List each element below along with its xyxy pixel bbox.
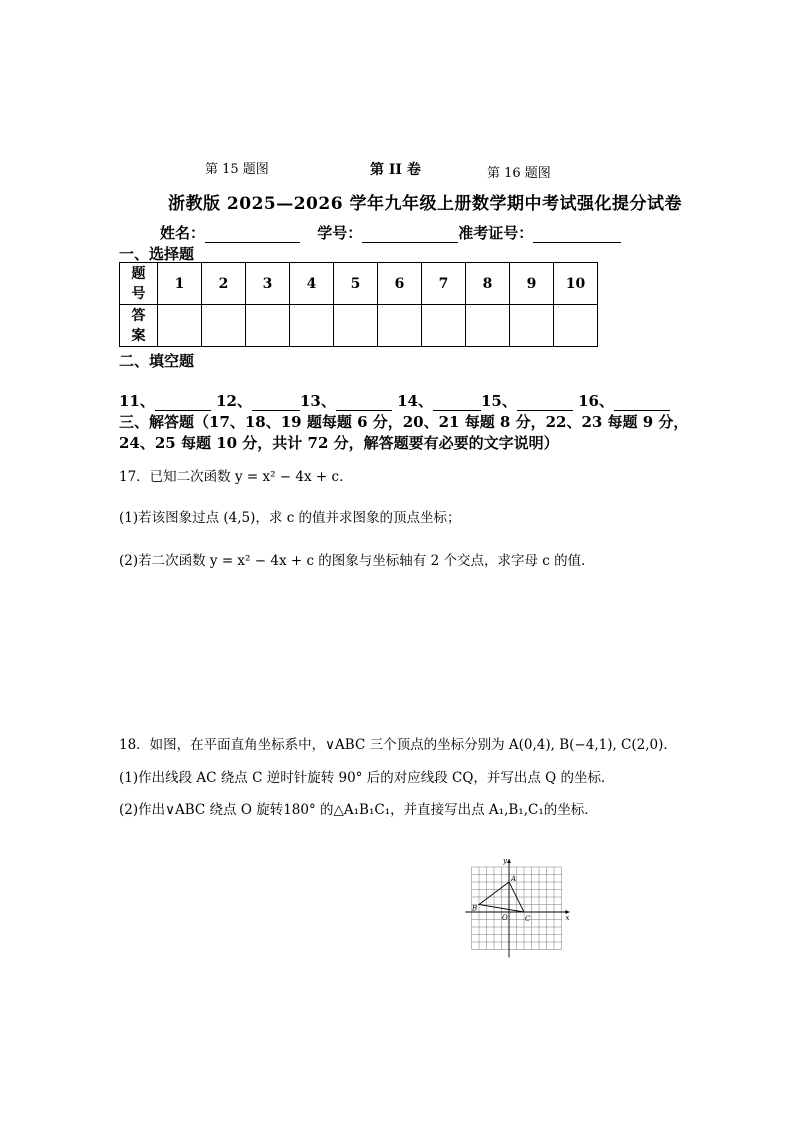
blank-label-14: 14、: [397, 392, 433, 410]
question-number-8: 8: [466, 263, 510, 305]
blank-label-16: 16、: [578, 392, 614, 410]
fill-blank-row: [119, 390, 670, 411]
exam-title: 浙教版 2025—2026 学年九年级上册数学期中考试强化提分试卷: [168, 194, 682, 214]
info-line: [160, 222, 621, 243]
student-id-blank[interactable]: [362, 228, 458, 243]
section-2-heading: 二、填空题: [119, 352, 195, 370]
blank-label-15: 15、: [480, 392, 517, 410]
answer-cell-3[interactable]: [246, 305, 290, 347]
question-number-3: 3: [246, 263, 290, 305]
table-header-number: 题 号: [120, 263, 158, 305]
answer-cell-6[interactable]: [378, 305, 422, 347]
answer-cell-10[interactable]: [554, 305, 598, 347]
blank-13[interactable]: [336, 396, 392, 411]
coordinate-grid-figure: [462, 858, 602, 966]
q18-part2: (2)作出∨ABC 绕点 O 旋转180° 的△A₁B₁C₁，并直接写出点 A₁,B₁,C₁的坐标．: [119, 802, 598, 818]
name-label: 姓名：: [160, 224, 206, 242]
q18-stem: 18．如图，在平面直角坐标系中，∨ABC 三个顶点的坐标分别为 A(0,4), B(−4,1), C(2,0)．: [119, 737, 677, 753]
question-number-1: 1: [158, 263, 202, 305]
volume-label: 第 II 卷: [370, 162, 421, 178]
point-b-label: B: [472, 904, 478, 913]
section-3-heading-line2: 24、25 每题 10 分，共计 72 分，解答题要有必要的文字说明）: [119, 434, 559, 452]
question-number-5: 5: [334, 263, 378, 305]
blank-16[interactable]: [614, 396, 670, 411]
figure-15-caption: 第 15 题图: [205, 162, 269, 177]
answer-cell-8[interactable]: [466, 305, 510, 347]
answer-table-number-row: [120, 263, 598, 305]
x-axis-label: x: [565, 914, 570, 922]
answer-cell-7[interactable]: [422, 305, 466, 347]
question-number-7: 7: [422, 263, 466, 305]
q18-part1: (1)作出线段 AC 绕点 C 逆时针旋转 90° 后的对应线段 CQ，并写出点 Q 的坐标．: [119, 770, 615, 786]
blank-15[interactable]: [517, 396, 573, 411]
y-axis-label: y: [503, 858, 507, 865]
answer-table: [119, 262, 598, 347]
grid-lines: [472, 867, 562, 950]
blank-label-12: 12、: [216, 392, 252, 410]
point-a-label: A: [511, 875, 517, 883]
q17-part2: (2)若二次函数 y = x² − 4x + c 的图象与坐标轴有 2 个交点，求字母 c 的值．: [119, 553, 595, 569]
origin-label: O: [502, 914, 508, 922]
question-number-10: 10: [554, 263, 598, 305]
question-number-4: 4: [290, 263, 334, 305]
blank-11[interactable]: [155, 396, 211, 411]
blank-label-13: 13、: [299, 392, 336, 410]
answer-cell-2[interactable]: [202, 305, 246, 347]
student-id-label: 学号：: [317, 224, 363, 242]
answer-cell-5[interactable]: [334, 305, 378, 347]
answer-cell-9[interactable]: [510, 305, 554, 347]
q17-part1: (1)若该图象过点 (4,5)，求 c 的值并求图象的顶点坐标；: [119, 510, 461, 526]
name-blank[interactable]: [205, 228, 300, 243]
question-number-6: 6: [378, 263, 422, 305]
table-header-answer: 答 案: [120, 305, 158, 347]
exam-number-label: 准考证号：: [458, 224, 534, 242]
q17-stem: 17．已知二次函数 y = x² − 4x + c．: [119, 469, 353, 485]
answer-table-answer-row: [120, 305, 598, 347]
question-number-2: 2: [202, 263, 246, 305]
point-c-label: C: [525, 915, 531, 923]
exam-number-blank[interactable]: [533, 228, 621, 243]
blank-12[interactable]: [252, 396, 300, 411]
answer-cell-4[interactable]: [290, 305, 334, 347]
answer-cell-1[interactable]: [158, 305, 202, 347]
question-number-9: 9: [510, 263, 554, 305]
blank-14[interactable]: [433, 396, 481, 411]
section-3-heading-line1: 三、解答题（17、18、19 题每题 6 分，20、21 每题 8 分，22、23 每题 9 分，: [119, 413, 689, 431]
blank-label-11: 11、: [119, 392, 155, 410]
section-1-heading: 一、选择题: [119, 245, 195, 263]
figure-16-caption: 第 16 题图: [487, 166, 551, 181]
y-axis-arrow: [507, 859, 511, 863]
